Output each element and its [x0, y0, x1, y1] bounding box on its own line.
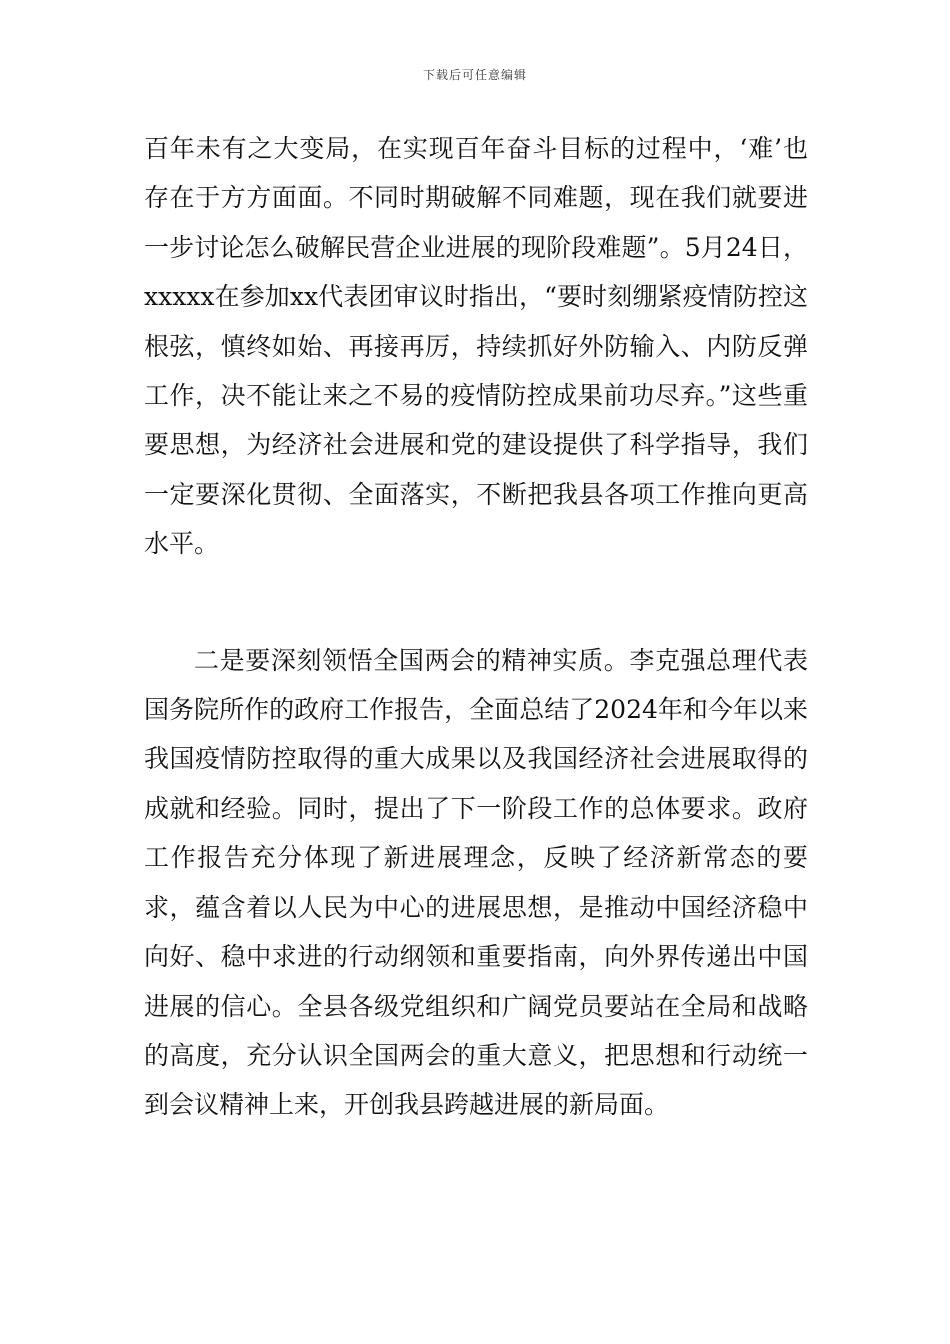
document-body [144, 124, 808, 1130]
paragraph-1: 百年未有之大变局，在实现百年奋斗目标的过程中，‘难’也存在于方方面面。不同时期破解不同难题，现在我们就要进一步讨论怎么破解民营企业进展的现阶段难题”。5月24日，xxxxx在参加xx代表团审议时指出，“要时刻绷紧疫情防控这根弦，慎终如始、再接再厉，持续抓好外防输入、内防反弹工作，决不能让来之不易的疫情防控成果前功尽弃。”这些重要思想，为经济社会进展和党的建设提供了科学指导，我们一定要深化贯彻、全面落实，不断把我县各项工作推向更高水平。 [144, 134, 808, 559]
paragraph-gap [144, 569, 808, 636]
paragraph-2: 二是要深刻领悟全国两会的精神实质。李克强总理代表国务院所作的政府工作报告，全面总结了2024年和今年以来我国疫情防控取得的重大成果以及我国经济社会进展取得的成就和经验。同时，提出了下一阶段工作的总体要求。政府工作报告充分体现了新进展理念，反映了经济新常态的要求，蕴含着以人民为中心的进展思想，是推动中国经济稳中向好、稳中求进的行动纲领和重要指南，向外界传递出中国进展的信心。全县各级党组织和广阔党员要站在全局和战略的高度，充分认识全国两会的重大意义，把思想和行动统一到会议精神上来，开创我县跨越进展的新局面。 [144, 645, 808, 1120]
header-note: 下载后可任意编辑 [422, 68, 527, 82]
